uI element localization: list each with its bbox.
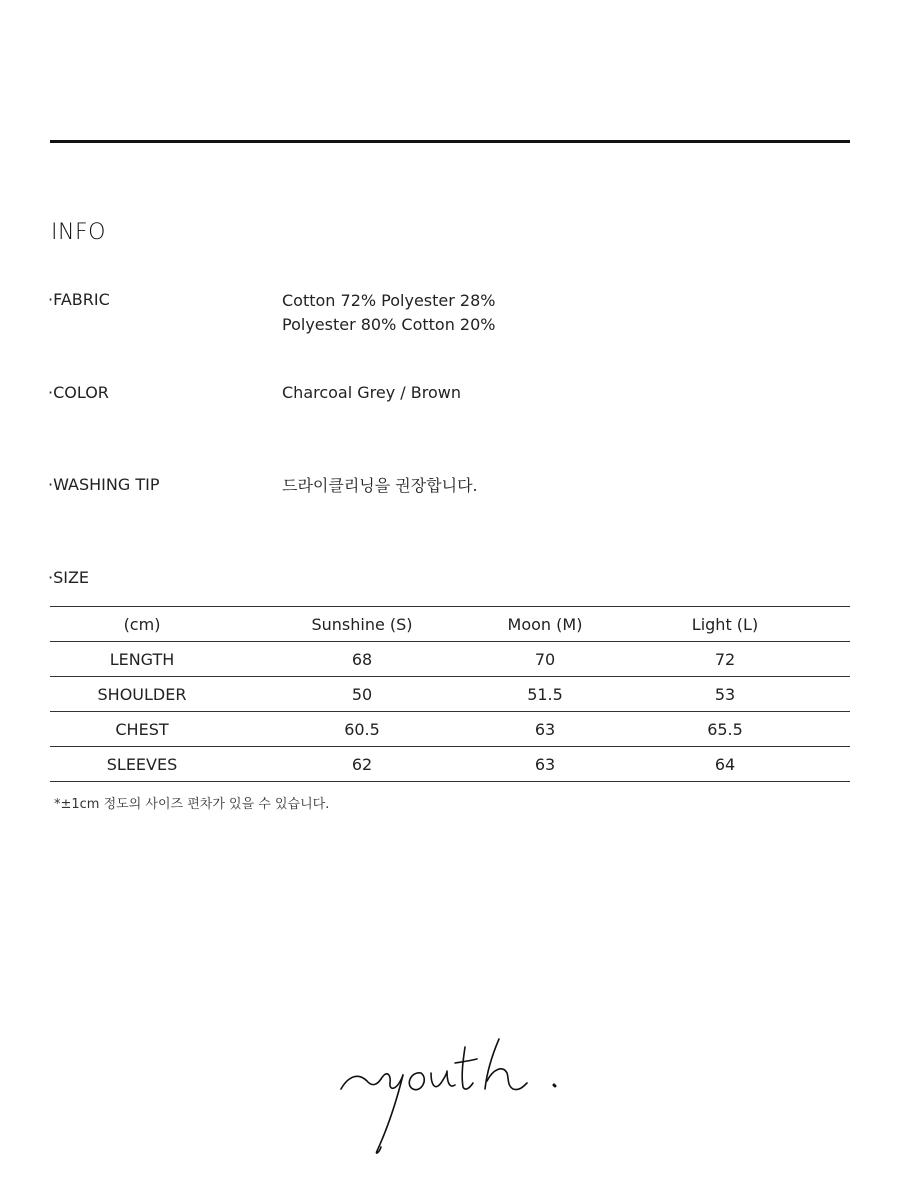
size-note: *±1cm 정도의 사이즈 편차가 있을 수 있습니다.	[54, 797, 330, 812]
color-label: ·COLOR	[48, 383, 109, 402]
washing-tip-label: ·WASHING TIP	[48, 475, 160, 494]
size-label: ·SIZE	[48, 568, 90, 587]
table-row	[50, 712, 850, 747]
table-cell: 63	[490, 712, 600, 747]
header-unit: (cm)	[50, 607, 234, 642]
info-heading: INFO	[51, 220, 106, 245]
table-cell: 65.5	[600, 712, 850, 747]
size-table	[50, 606, 850, 782]
table-row	[50, 642, 850, 677]
fabric-line-2: Polyester 80% Cotton 20%	[282, 315, 496, 334]
top-divider	[50, 140, 850, 143]
table-cell: 50	[234, 677, 490, 712]
table-cell: 64	[600, 747, 850, 782]
header-size-s: Sunshine (S)	[234, 607, 490, 642]
table-cell: 53	[600, 677, 850, 712]
youth-logo	[335, 1035, 570, 1160]
fabric-line-1: Cotton 72% Polyester 28%	[282, 291, 496, 310]
row-label-shoulder: SHOULDER	[50, 677, 234, 712]
table-cell: 72	[600, 642, 850, 677]
size-table-header-row	[50, 607, 850, 642]
row-label-length: LENGTH	[50, 642, 234, 677]
fabric-value	[282, 289, 495, 337]
table-cell: 51.5	[490, 677, 600, 712]
table-cell: 62	[234, 747, 490, 782]
washing-tip-value: 드라이클리닝을 권장합니다.	[282, 476, 478, 495]
table-row	[50, 747, 850, 782]
table-cell: 68	[234, 642, 490, 677]
row-label-chest: CHEST	[50, 712, 234, 747]
table-cell: 70	[490, 642, 600, 677]
table-cell: 63	[490, 747, 600, 782]
header-size-l: Light (L)	[600, 607, 850, 642]
table-row	[50, 677, 850, 712]
table-cell: 60.5	[234, 712, 490, 747]
row-label-sleeves: SLEEVES	[50, 747, 234, 782]
fabric-label: ·FABRIC	[48, 290, 110, 309]
color-value: Charcoal Grey / Brown	[282, 383, 461, 402]
header-size-m: Moon (M)	[490, 607, 600, 642]
